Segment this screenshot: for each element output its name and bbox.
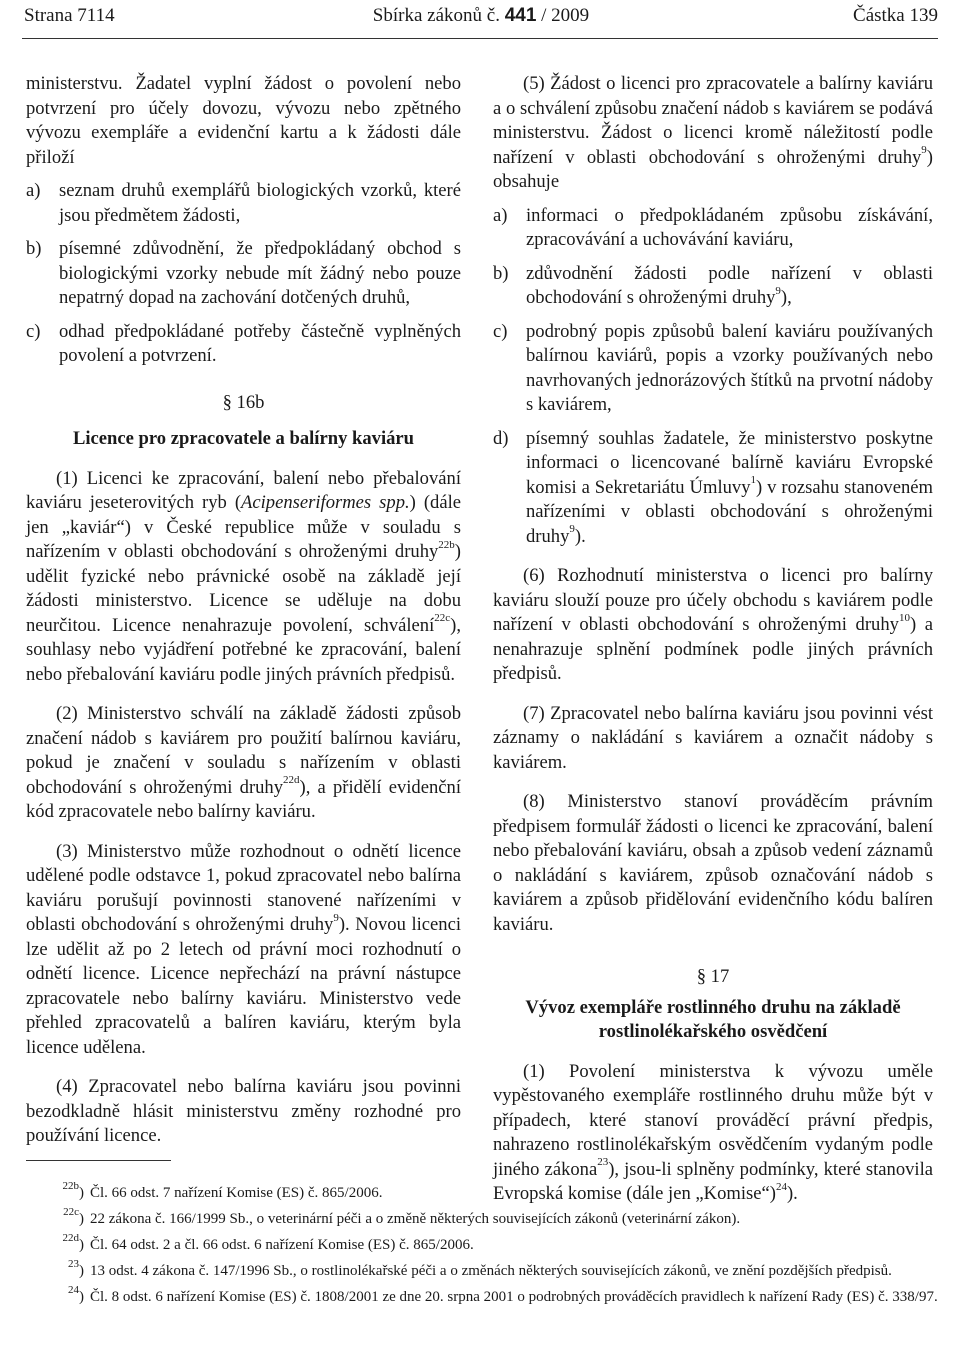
footnote-mark: $^{22c}$) <box>63 1206 84 1227</box>
text-run: ), souhlasy nebo vyjádření potřebné ke zpracování, balení nebo přebalování kaviáru podle jiných právních předpisů. <box>26 614 461 685</box>
section-number: § 16b <box>222 391 265 413</box>
right-column <box>493 72 933 1207</box>
footnote-rule <box>26 1160 171 1161</box>
text-run: (6) Rozhodnutí ministerstva o licenci pro balírny kaviáru slouží pouze pro účely obchodu s kaviárem podle nařízení v oblasti obchodování s ohroženými druhy <box>493 565 933 635</box>
law-year: / 2009 <box>541 5 590 26</box>
collection-label <box>24 5 938 27</box>
text-run: informaci o předpokládaném způsobu získávání, zpracovávání a uchovávání kaviáru, <box>526 204 933 250</box>
list-item <box>493 262 933 311</box>
item-text: odhad předpokládané potřeby částečně vyplněných povolení a potvrzení. <box>59 320 461 366</box>
footnote-text: Čl. 8 odst. 6 nařízení Komise (ES) č. 1808/2001 ze dne 20. srpna 2001 o podrobných prováděcích pravidlech k nařízení Rady (ES) č. 338/97. <box>90 1289 938 1305</box>
item-mark: a) <box>26 180 41 201</box>
footnote-text: Čl. 64 odst. 2 a čl. 66 odst. 6 nařízení Komise (ES) č. 865/2006. <box>90 1237 474 1253</box>
item-mark: d) <box>493 427 509 449</box>
footnote-number: 22d <box>62 1232 79 1244</box>
text-run: podrobný popis způsobů balení kaviáru používaných balírnou kaviárů, popis a vzorky používaných nebo navrhovaných jednorázových štítků na prvotní nádoby s kaviárem, <box>526 320 933 415</box>
footnote-ref: 9 <box>333 911 339 924</box>
text-run: (1) Povolení ministerstva k vývozu uměle vypěstovaného exempláře rostlinného druhu může být v případech, které stanoví prováděcí právní předpis, nahrazeno rostlinolékařským osvědčením vydaným podle jiného zákona <box>493 1060 933 1180</box>
footnote-mark: $^{22d}$) <box>62 1232 84 1253</box>
footnote-text: 22 zákona č. 166/1999 Sb., o veterinární péči a o změně některých souvisejících zákonů (veterinární zákon). <box>90 1211 741 1227</box>
footnote-mark: $^{24}$) <box>68 1284 84 1305</box>
text-run: ). <box>574 525 586 547</box>
item-text <box>526 427 933 550</box>
item-mark: b) <box>493 262 509 284</box>
footnote-number: 23 <box>68 1258 79 1270</box>
right-item-list <box>493 204 933 550</box>
text-run: ), a přidělí evidenční kód zpracovatele nebo balírny kaviáru. <box>26 776 461 822</box>
text-run: ), <box>780 287 792 308</box>
footnote-ref: 22b <box>438 538 455 551</box>
header-rule <box>22 38 938 39</box>
text-run: (5) Žádost o licenci pro zpracovatele a balírny kaviáru a o schválení způsobu značení nádob s kaviárem se podává ministerstvu. Žádost o licenci kromě náležitostí podle nařízení v oblasti obchodování s ohroženými druhy <box>493 73 933 168</box>
latin-name: Acipenseriformes spp. <box>241 492 410 513</box>
footnote-ref: 9 <box>921 144 927 157</box>
footnote-number: 22b <box>62 1180 79 1192</box>
paragraph-2 <box>26 702 461 825</box>
paragraph-1 <box>26 467 461 688</box>
footnote-ref: 23 <box>597 1156 609 1169</box>
text-run: (2) Ministerstvo schválí na základě žádosti způsob značení nádob s kaviárem pro použití balírnou kaviáru, pokud je značení v souladu s nařízením v oblasti obchodování s ohroženými druhy <box>26 703 461 798</box>
text-run: ), jsou-li splněny podmínky, které stanovila Evropská komise (dále jen „Komise“) <box>493 1158 933 1204</box>
text-run: ). Novou licenci lze udělit až po 2 letech od právní moci rozhodnutí o odnětí licence. Licence nepřechází na právní nástupce zpracovatele nebo balírny kaviáru. Ministerstvo vede přehled zpracovatelů a balíren kaviáru, kterým byla licence udělena. <box>26 914 461 1058</box>
page-header <box>24 5 938 31</box>
item-text <box>526 262 933 311</box>
text-run: (3) Ministerstvo může rozhodnout o odnětí licence udělené podle odstavce 1, pokud zpracovatel nebo balírna kaviáru porušují povinnosti stanovené nařízeními v oblasti obchodování s ohroženými druhy <box>26 840 461 935</box>
footnote-number: 22c <box>63 1206 79 1218</box>
text-run: ) a nenahrazuje splnění podmínek podle jiných právních předpisů. <box>493 614 933 684</box>
footnote <box>26 1258 938 1282</box>
text-run: ) v rozsahu stanoveném nařízeními v oblasti obchodování s ohroženými druhy <box>526 476 933 547</box>
footnote-number: 24 <box>68 1284 79 1296</box>
list-item <box>26 320 461 369</box>
text-run: ) obsahuje <box>493 146 933 192</box>
footnote-ref: 22d <box>283 774 300 787</box>
footnote-ref: 9 <box>569 523 575 536</box>
item-mark: b) <box>26 238 42 259</box>
footnote-text: 13 odst. 4 zákona č. 147/1996 Sb., o rostlinolékařské péči a o změnách některých souvisejících zákonů, ve znění pozdějších předpisů. <box>90 1263 892 1279</box>
list-item <box>26 179 461 228</box>
footnote <box>26 1284 938 1308</box>
paragraph-4: (4) Zpracovatel nebo balírna kaviáru jsou povinni bezodkladně hlásit ministerstvu změny rozhodné pro používání licence. <box>26 1076 461 1146</box>
intro-paragraph: ministerstvu. Žadatel vyplní žádost o povolení nebo potvrzení pro účely dovozu, vývozu nebo zpětného vývozu exempláře a evidenční kartu a k žádosti dále přiloží <box>26 73 461 168</box>
text-run: ) udělit fyzické nebo právnické osobě na základě její žádosti ministerstvo. Licence se uděluje na dobu neurčitou. Licence nenahrazuje povolení, schválení <box>26 541 461 636</box>
collection-name: Sbírka zákonů č. <box>372 5 500 26</box>
list-item <box>493 204 933 253</box>
left-item-list <box>26 179 461 369</box>
footnote-ref: 24 <box>775 1180 787 1193</box>
item-mark: c) <box>26 320 41 342</box>
section-number: § 17 <box>696 966 730 987</box>
paragraph-8: (8) Ministerstvo stanoví prováděcím právním předpisem formulář žádosti o licenci ke zpracování, balení nebo přebalování kaviáru, obsah a způsob vedení záznamů o nakládání s kaviárem, způsob označování nádob s kaviárem a způsob přidělování evidenčního kódu balíren kaviáru. <box>493 791 933 935</box>
item-text <box>526 320 933 418</box>
paragraph-3 <box>26 840 461 1061</box>
item-text: písemné zdůvodnění, že předpokládaný obchod s biologickými vzorky nebude mít žádný nebo pouze nepatrný dopad na zachování dotčených druhů, <box>59 238 461 308</box>
paragraph-7: (7) Zpracovatel nebo balírna kaviáru jsou povinni vést záznamy o nakládání s kaviárem a označit nádoby s kaviárem. <box>493 702 933 773</box>
footnote-text: Čl. 66 odst. 7 nařízení Komise (ES) č. 865/2006. <box>90 1185 383 1201</box>
footnote-ref: 22c <box>434 612 451 625</box>
list-item <box>26 237 461 311</box>
paragraph-5 <box>493 72 933 195</box>
text-run: zdůvodnění žádosti podle nařízení v oblasti obchodování s ohroženými druhy <box>526 262 933 308</box>
paragraph-6 <box>493 564 933 687</box>
section-title <box>493 996 933 1045</box>
law-number: 441 <box>504 5 537 26</box>
left-column <box>26 72 461 1149</box>
footnote-mark: $^{23}$) <box>68 1258 84 1279</box>
footnote <box>26 1232 938 1256</box>
list-item <box>493 320 933 418</box>
text-run: (1) Licenci ke zpracování, balení nebo přebalování kaviáru jeseterovitých ryb ( <box>26 467 461 513</box>
footnote-ref: 1 <box>750 474 757 487</box>
section-title-line: rostlinolékařského osvědčení <box>598 1021 828 1042</box>
item-text <box>526 204 933 253</box>
page-number: Strana 7114 <box>24 5 115 26</box>
list-item <box>493 427 933 550</box>
footnote <box>26 1206 938 1230</box>
footnote-mark: $^{22b}$) <box>62 1180 84 1201</box>
item-mark: c) <box>493 320 508 342</box>
part-number: Částka 139 <box>853 5 938 26</box>
text-run: ) (dále jen „kaviár“) v České republice může v souladu s nařízením v oblasti obchodování s ohroženými druhy <box>26 492 461 562</box>
item-mark: a) <box>493 204 508 226</box>
text-run: písemný souhlas žadatele, že ministerstvo poskytne informaci o licencované balírně kaviáru Evropské komisi a Sekretariátu Úmluvy <box>526 427 933 498</box>
footnote-ref: 10 <box>898 611 910 624</box>
footnote-ref: 9 <box>775 284 781 297</box>
section-title-line: Vývoz exempláře rostlinného druhu na základě <box>525 996 901 1018</box>
text-run: ). <box>786 1183 798 1204</box>
item-text: seznam druhů exemplářů biologických vzorků, které jsou předmětem žádosti, <box>59 180 461 226</box>
section-title: Licence pro zpracovatele a balírny kaviáru <box>72 428 414 449</box>
